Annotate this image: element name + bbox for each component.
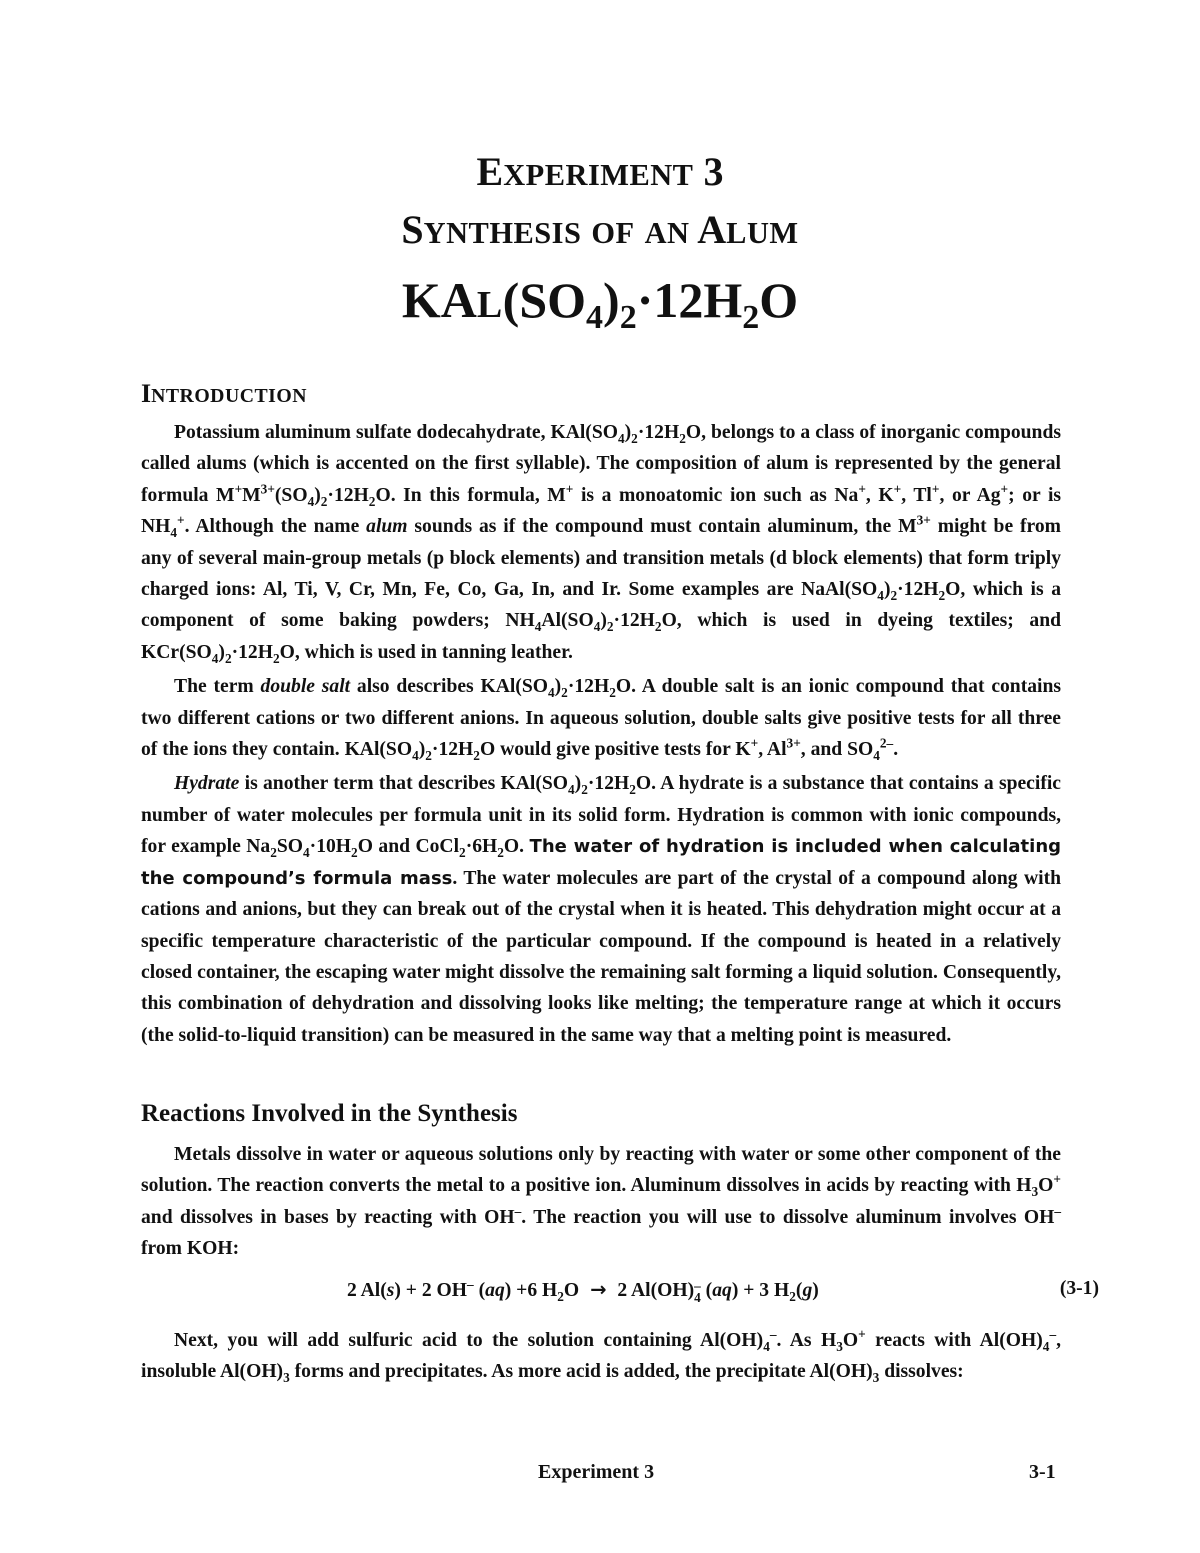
text-run: ( [700,1280,713,1301]
text-run: 2 Al(OH) [612,1280,695,1301]
text-run: O [1038,1175,1054,1197]
formula-text: L [476,284,503,326]
text-run: 2 [631,430,638,446]
text-run: dissolves: [879,1361,964,1383]
text-run: sounds as if the compound must contain aluminum, the M [407,516,917,538]
text-run: 4 [547,685,555,701]
text-run: ·12H [327,484,369,506]
text-run: from KOH: [141,1238,240,1260]
text-run: O, belongs to a class of inorganic compounds called alums (which is accented on the first syllable). The composition of alum is represented by the general formula M [141,422,1061,506]
text-run: . As H [776,1330,837,1351]
text-run: aq [485,1280,505,1301]
reactions-paragraph-2 [141,1325,1061,1388]
subtitle-cap: S [401,207,424,252]
text-run: 2 Al( [347,1280,387,1301]
text-run: ·12H [897,579,939,601]
text-run: 4 [694,1289,701,1305]
text-run: 3+ [916,512,931,528]
text-run: reacts with Al(OH) [865,1330,1043,1351]
heading-cap: I [141,379,152,408]
text-run: O. A hydrate is a substance that contains a specific number of water molecules per formula unit in its solid form. Hydration is common with ionic compounds, for example Na [141,773,1061,858]
text-run: 3 [1031,1184,1039,1200]
text-run: 4 [412,747,419,763]
text-run: is another term that describes KAl(SO [239,773,569,795]
text-run: 2 [679,430,686,446]
text-run: 4 [211,650,219,666]
text-run: + [565,481,574,497]
text-run: O. A double salt is an ionic compound that contains two different cations or two different anions. In aqueous solution, double salts give positive tests for all three of the ions they contain. KAl(SO [141,676,1061,761]
text-run: + [893,481,902,497]
text-run: O, which is used in tanning leather. [279,641,573,663]
text-run: , Al [758,739,787,761]
text-run: 3 [836,1338,843,1354]
text-run: might be from any of several main-group metals (p block elements) and transition metals (d block elements) that form triply charged ions: Al, Ti, V, Cr, Mn, Fe, Co, Ga, In, and Ir. Some examples are NaAl(SO [141,516,1061,601]
text-run: aq [712,1280,732,1301]
intro-paragraph-2 [141,671,1061,765]
text-run: 2 [320,493,328,509]
formula-sub: 2 [742,299,760,336]
hydrate-term: Hydrate [174,773,240,795]
reactions-body [141,1139,1061,1265]
text-run: ·12H [567,676,610,698]
title-number: 3 [703,149,724,194]
text-run: (SO [274,484,308,506]
text-run: 2 [270,845,277,861]
text-run: , K [865,484,894,506]
text-run: – [769,1326,777,1342]
text-run: 4 [617,430,625,446]
text-run: + [234,481,243,497]
text-run: 2 [561,685,568,701]
text-run: ) [883,579,891,601]
text-run: 2 [224,650,232,666]
reactions-heading: Reactions Involved in the Synthesis [141,1100,518,1127]
text-run: + [858,481,866,497]
text-run: . Although the name [184,516,367,538]
equation-3-1 [141,1278,1099,1310]
equation-number: (3-1) [1059,1278,1099,1299]
text-run: ) [418,739,426,761]
subtitle-word: AN [644,216,690,250]
text-run: ·10H [309,836,352,858]
text-run: – [467,1276,474,1292]
double-salt-term: double salt [260,676,351,698]
text-run: ·12H [231,641,273,663]
text-run: 4 [534,619,542,635]
text-run: – [514,1203,522,1219]
text-run: 2 [890,587,898,603]
text-run: 2 [272,650,280,666]
text-run: ) [600,610,607,632]
text-run: also describes KAl(SO [350,676,548,698]
text-run: 4 [307,493,315,509]
text-run: ·12H [637,422,680,443]
text-run: SO [276,836,304,858]
text-run: 2 [425,747,432,763]
text-run: O and CoCl [357,836,460,858]
text-run: ) [624,422,632,443]
text-run: . The reaction you will use to dissolve aluminum involves OH [521,1206,1055,1228]
text-run: 4 [873,747,880,763]
text-run: ) + 3 H [731,1280,790,1301]
text-run: , and SO [800,739,874,761]
text-run: 2 [368,493,376,509]
text-run: 3 [872,1370,880,1386]
text-run: Next, you will add sulfuric acid to the solution containing Al(OH) [174,1330,764,1351]
text-run: , Tl [901,484,932,506]
footer-page-number: 3-1 [1029,1461,1056,1483]
text-run: – [1049,1326,1057,1342]
text-run: 2 [789,1288,796,1304]
text-run: 4 [568,782,575,798]
text-run: 4 [593,619,601,635]
text-run: 4 [877,587,884,603]
text-run: ( [795,1280,803,1301]
text-run: 4 [1042,1338,1050,1354]
text-run: 3+ [786,735,801,751]
text-run: . The water molecules are part of the crystal of a compound along with cations and anions, but they can break out of the crystal when it is heated. This dehydration might occur at a specific temperature characteristic of the particular compound. If the compound is heated in a relatively closed container, the escaping water might dissolve the remaining salt forming a liquid solution. Consequently, this combination of dehydration and dissolving looks like melting; the temperature range at which it occurs (the solid-to-liquid transition) can be measured in the same way that a melting point is measured. [141,867,1061,1046]
text-run: s [386,1280,395,1301]
text-run: 2 [557,1288,564,1304]
text-run: + [858,1326,866,1342]
subtitle-rest: LUM [726,216,799,250]
text-run: + [750,735,759,751]
text-run: 2 [606,619,614,635]
introduction-heading [141,381,307,407]
formula-text: KA [401,272,477,328]
experiment-subtitle [0,207,1200,252]
text-run: ) [554,676,562,698]
reactions-paragraph-1 [141,1139,1061,1265]
text-run: 3+ [260,481,275,497]
formula-text: (SO [502,272,587,328]
text-run: The term [174,676,261,698]
text-run: O. [503,836,530,858]
text-run: ; or is NH [141,484,1062,538]
title-rest: XPERIMENT [503,158,694,192]
title-cap: E [476,149,504,194]
formula-text: ) [603,272,620,328]
text-run: ) [218,641,225,663]
text-run: O [842,1330,859,1351]
text-run: ·12H [431,739,474,761]
text-run: ·12H [587,773,630,795]
text-run: O. In this formula, M [375,484,566,506]
text-run: 2 [938,587,946,603]
alum-formula-title [0,272,1200,336]
text-run: , or Ag [939,484,1001,506]
text-run: ) + 2 OH [394,1280,468,1301]
formula-sub: 2 [619,299,637,336]
text-run: 2 [654,619,662,635]
text-run: O, which is used in dyeing textiles; and KCr(SO [141,610,1062,663]
text-run: 2 [459,845,466,861]
text-run: g [802,1280,813,1301]
text-run: ) [812,1280,819,1301]
formula-sub: 4 [586,299,604,336]
text-run: 4 [763,1338,770,1354]
text-run: , insoluble Al(OH) [141,1330,1061,1383]
text-run: – [1054,1203,1061,1219]
text-run: 2 [473,747,480,763]
footer-experiment-label: Experiment 3 [538,1461,655,1483]
text-run: ·12H [613,610,655,632]
heading-rest: NTRODUCTION [151,385,307,407]
introduction-body [141,417,1061,1051]
text-run: ·6H [465,836,498,858]
text-run: 2 [581,782,588,798]
text-run: 4 [170,525,178,541]
ion-stack [694,1277,701,1305]
text-run: 2 [629,782,636,798]
experiment-title [0,149,1200,194]
text-run: ( [473,1280,486,1301]
text-run: ) [574,773,582,795]
subtitle-word: OF [591,216,635,250]
text-run: and dissolves in bases by reacting with OH [141,1206,515,1228]
text-run: forms and precipitates. As more acid is added, the precipitate Al(OH) [289,1361,873,1383]
formula-text: ·12H [636,272,743,328]
subtitle-rest: YNTHESIS [423,216,582,250]
alum-term: alum [366,516,408,538]
reaction-arrow-icon: → [590,1278,607,1301]
text-run: Al(SO [541,610,594,632]
text-run: O would give positive tests for K [479,739,751,761]
text-run: + [177,512,185,528]
text-run: ) +6 H [504,1280,558,1301]
text-run: Metals dissolve in water or aqueous solutions only by reacting with water or some other component of the solution. The reaction converts the metal to a positive ion. Aluminum dissolves in acids by reacting with H [141,1144,1061,1197]
intro-paragraph-1 [141,417,1061,668]
text-run: . [893,739,899,761]
text-run: O [563,1280,585,1301]
subtitle-cap: A [697,207,727,252]
text-run: 2– [879,735,894,751]
text-run: M [242,484,261,506]
reactions-body-continued [141,1325,1061,1388]
intro-paragraph-3 [141,768,1061,1051]
text-run: is a monoatomic ion such as Na [573,484,859,506]
text-run: 2 [351,845,358,861]
text-run: O, which is a component of some baking powders; NH [141,579,1061,632]
text-run: + [1053,1171,1061,1187]
emphasis-note: The water of hydration is included when calculating the compound’s formula mass [141,836,1062,889]
formula-text: O [759,272,799,328]
text-run: Potassium aluminum sulfate dodecahydrate, KAl(SO [174,422,618,443]
text-run: 2 [497,845,504,861]
text-run: + [931,481,940,497]
text-run: 3 [283,1370,290,1386]
text-run: 4 [303,845,310,861]
text-run: 2 [609,685,616,701]
text-run: – [694,1277,701,1293]
equation-formula [347,1278,819,1303]
text-run: ) [314,484,321,506]
text-run: + [1000,481,1009,497]
